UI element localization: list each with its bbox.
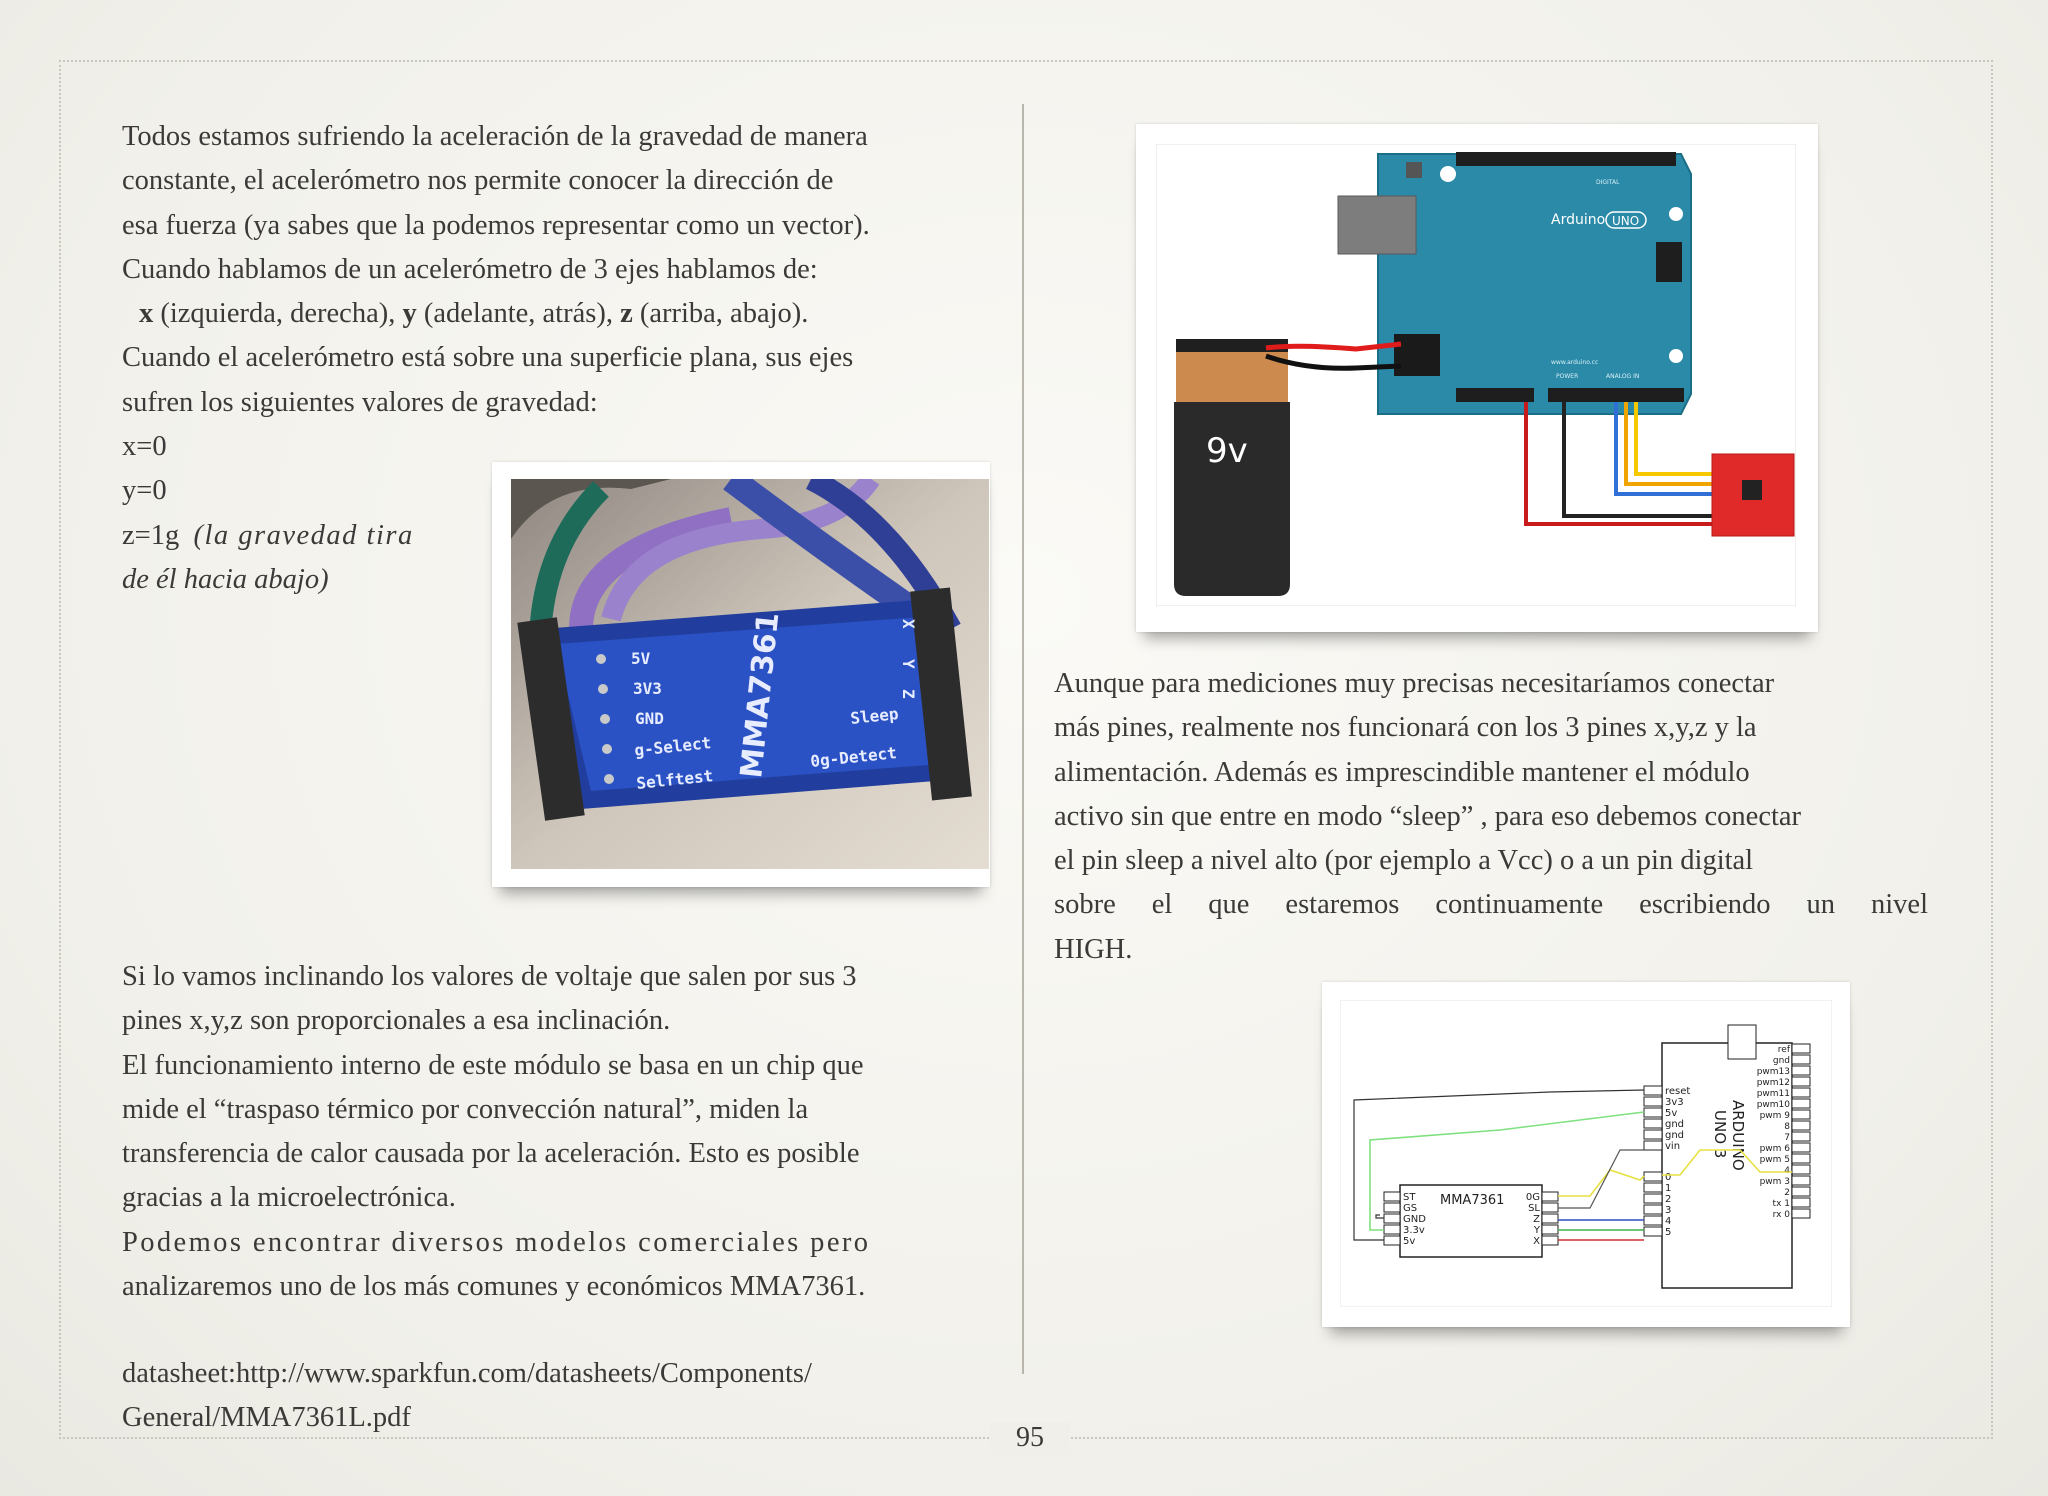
body-line: gracias a la microelectrónica. — [122, 1182, 456, 1214]
arduino-board-model: UNO — [1612, 214, 1640, 228]
models-line: Podemos encontrar diversos modelos comerciales pero — [122, 1226, 871, 1258]
schematic-analog-pin: 0 — [1665, 1172, 1672, 1183]
schematic-digital-pin: gnd — [1772, 1056, 1790, 1066]
intro-line: esa fuerza (ya sabes que la podemos representar como un vector). — [122, 209, 870, 241]
axes-line — [122, 292, 996, 336]
module-right-label: X — [899, 619, 918, 629]
gravity-values — [122, 425, 462, 602]
schematic-digital-pin: rx 0 — [1772, 1210, 1790, 1220]
axis-x-label: x — [139, 298, 154, 330]
schematic-board-pin: vin — [1665, 1141, 1681, 1152]
schematic-analog-pin: 5 — [1665, 1227, 1672, 1238]
schematic-board-name: ARDUINO — [1729, 1100, 1747, 1171]
datasheet-link[interactable] — [122, 1352, 1002, 1441]
value-z — [122, 514, 462, 558]
schematic-sensor-pin: 3.3v — [1403, 1225, 1425, 1236]
module-right-label: 0g-Detect — [809, 743, 898, 771]
schematic-sensor-pin: 5v — [1403, 1236, 1416, 1247]
arduino-site-label: www.arduino.cc — [1551, 359, 1599, 366]
schematic-sensor-pin: Z — [1533, 1214, 1540, 1225]
axis-x-desc: (izquierda, derecha), — [153, 298, 403, 330]
module-chip-label: MMA7361 — [734, 610, 787, 780]
left-column-intro — [122, 115, 996, 425]
body-line: El funcionamiento interno de este módulo se basa en un chip que — [122, 1049, 864, 1081]
value-y: y=0 — [122, 475, 167, 507]
module-pin-label: g-Select — [633, 733, 713, 760]
schematic-board-pin: gnd — [1665, 1119, 1685, 1130]
value-z-note-2: de él hacia abajo) — [122, 563, 329, 595]
schematic-board-pin: 5v — [1665, 1108, 1678, 1119]
module-pin-label: GND — [635, 709, 664, 728]
schematic-digital-pin: pwm 9 — [1759, 1111, 1790, 1121]
value-z-note: (la gravedad tira — [193, 519, 414, 551]
schematic-digital-pin: pwm 6 — [1759, 1144, 1790, 1154]
arduino-digital-label: DIGITAL — [1596, 179, 1620, 186]
schematic-board-pin: reset — [1665, 1086, 1691, 1097]
datasheet-line: General/MMA7361L.pdf — [122, 1402, 411, 1434]
body-line: transferencia de calor causada por la aceleración. Esto es posible — [122, 1138, 860, 1170]
schematic-sensor-pin: X — [1533, 1236, 1540, 1247]
schematic-digital-pin: pwm 3 — [1759, 1177, 1790, 1187]
axis-y-label: y — [402, 298, 417, 330]
right-column-text — [1054, 662, 1928, 972]
page-number: 95 — [990, 1422, 1070, 1454]
module-right-label: Sleep — [849, 704, 900, 728]
schematic-analog-pin: 1 — [1665, 1183, 1672, 1194]
gravity-line: sufren los siguientes valores de gravedad: — [122, 386, 598, 418]
arduino-analog-label: ANALOG IN — [1606, 373, 1640, 380]
right-line: el pin sleep a nivel alto (por ejemplo a Vcc) o a un pin digital — [1054, 845, 1754, 877]
module-right-label: Z — [899, 689, 918, 699]
intro-line: Todos estamos sufriendo la aceleración de la gravedad de manera — [122, 121, 868, 152]
schematic-diagram — [1340, 1000, 1832, 1307]
right-line: más pines, realmente nos funcionará con los 3 pines x,y,z y la — [1054, 712, 1757, 744]
axis-z-desc: (arriba, abajo). — [632, 298, 809, 330]
module-photo — [492, 462, 990, 887]
arduino-wiring-image — [1136, 124, 1818, 632]
schematic-board-pin: gnd — [1665, 1130, 1685, 1141]
right-line: alimentación. Además es imprescindible mantener el módulo — [1054, 756, 1750, 788]
right-line: activo sin que entre en modo “sleep” , para eso debemos conectar — [1054, 800, 1802, 832]
models-line: analizaremos uno de los más comunes y económicos MMA7361. — [122, 1271, 866, 1303]
schematic-digital-pin: 2 — [1784, 1188, 1790, 1198]
battery-label: 9v — [1206, 431, 1248, 471]
right-line: Aunque para mediciones muy precisas necesitaríamos conectar — [1054, 668, 1775, 699]
datasheet-line: datasheet:http://www.sparkfun.com/datasheets/Components/ — [122, 1358, 812, 1389]
module-pin-label: 3V3 — [633, 679, 662, 698]
schematic-board-pin: 3v3 — [1665, 1097, 1684, 1108]
schematic-sensor-name: MMA7361 — [1440, 1193, 1505, 1208]
schematic-digital-pin: 7 — [1784, 1133, 1790, 1143]
schematic-digital-pin: tx 1 — [1772, 1199, 1790, 1209]
schematic-sensor-pin: 0G — [1525, 1192, 1540, 1203]
schematic-sensor-pin: GND — [1403, 1214, 1426, 1225]
schematic-digital-pin: pwm 5 — [1759, 1155, 1790, 1165]
schematic-image — [1322, 982, 1850, 1327]
arduino-power-label: POWER — [1556, 373, 1579, 380]
module-right-label: Y — [899, 659, 918, 669]
module-pin-label: Selftest — [635, 766, 715, 793]
body-line: mide el “traspaso térmico por convección natural”, miden la — [122, 1093, 809, 1125]
schematic-sensor-pin: GS — [1403, 1203, 1418, 1214]
schematic-analog-pin: 4 — [1665, 1216, 1672, 1227]
schematic-digital-pin: pwm11 — [1756, 1089, 1790, 1099]
schematic-digital-pin: 4 — [1784, 1166, 1790, 1176]
schematic-board-model: UNO 3 — [1711, 1110, 1729, 1159]
schematic-analog-pin: 3 — [1665, 1205, 1672, 1216]
intro-line: Cuando hablamos de un acelerómetro de 3 ejes hablamos de: — [122, 253, 818, 285]
column-divider — [1022, 104, 1024, 1374]
module-pin-label: 5V — [631, 649, 651, 668]
schematic-sensor-pin: ST — [1403, 1192, 1416, 1203]
left-column-body — [122, 955, 996, 1309]
arduino-diagram — [1156, 144, 1796, 606]
intro-line: constante, el acelerómetro nos permite conocer la dirección de — [122, 165, 834, 197]
schematic-digital-pin: 8 — [1784, 1122, 1790, 1132]
schematic-sensor-pin: Y — [1533, 1225, 1540, 1236]
axis-y-desc: (adelante, atrás), — [416, 298, 621, 330]
schematic-digital-pin: pwm12 — [1756, 1078, 1790, 1088]
arduino-board-name: Arduino — [1551, 212, 1606, 228]
right-line: HIGH. — [1054, 933, 1133, 965]
module-image — [511, 479, 989, 869]
schematic-sensor-pin: SL — [1528, 1203, 1540, 1214]
schematic-analog-pin: 2 — [1665, 1194, 1672, 1205]
body-line: Si lo vamos inclinando los valores de voltaje que salen por sus 3 — [122, 961, 857, 992]
schematic-digital-pin: pwm10 — [1756, 1100, 1790, 1110]
schematic-digital-pin: ref — [1777, 1045, 1790, 1055]
value-x: x=0 — [122, 431, 167, 462]
value-z-text: z=1g — [122, 519, 180, 551]
axis-z-label: z — [620, 298, 633, 330]
body-line: pines x,y,z son proporcionales a esa inclinación. — [122, 1005, 671, 1037]
right-line: sobre el que estaremos continuamente escribiendo un nivel — [1054, 889, 1928, 921]
gravity-line: Cuando el acelerómetro está sobre una superficie plana, sus ejes — [122, 342, 854, 374]
schematic-digital-pin: pwm13 — [1756, 1067, 1790, 1077]
